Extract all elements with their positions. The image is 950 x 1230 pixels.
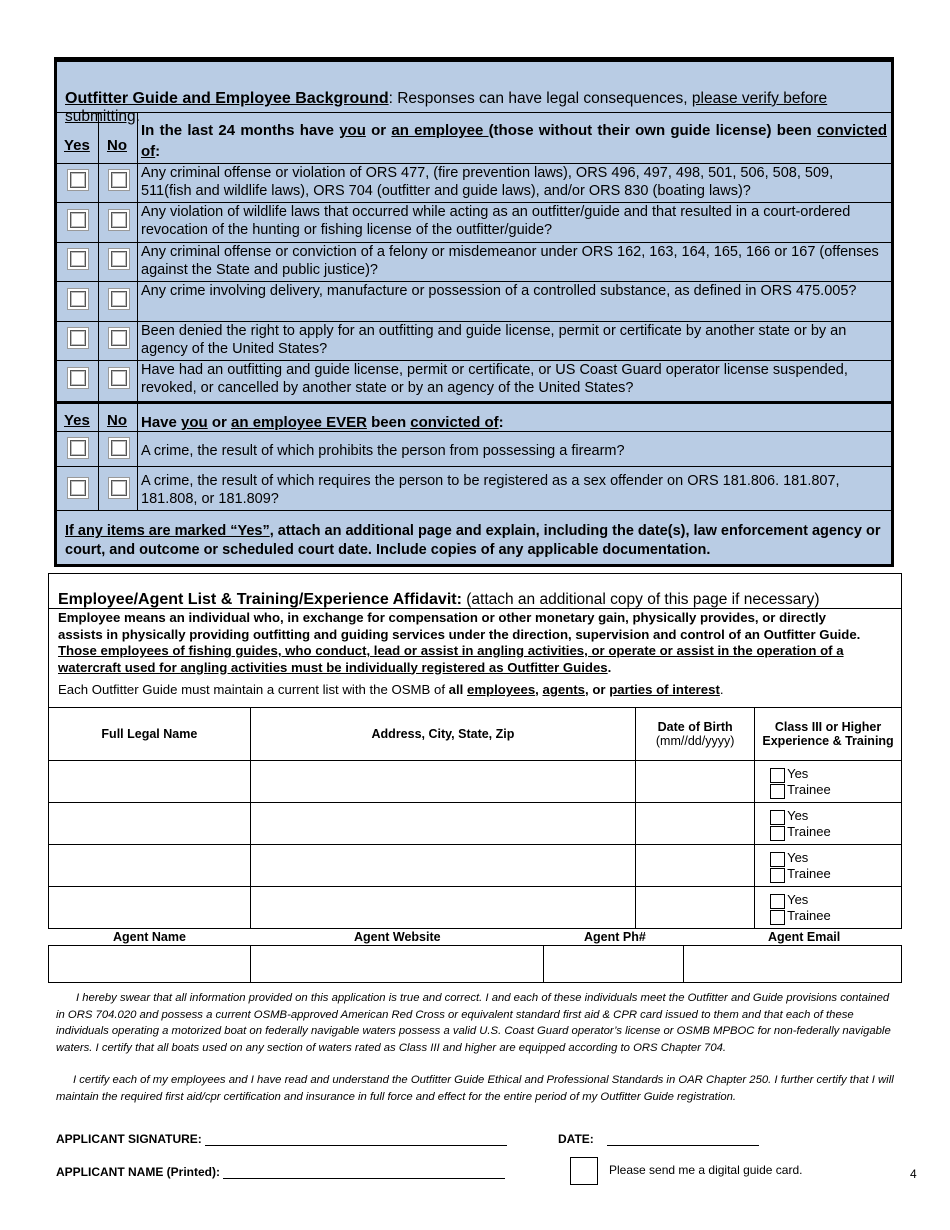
- no-checkbox[interactable]: [111, 440, 127, 456]
- background-title: Outfitter Guide and Employee Background: Responses can have legal consequences, please verify before submitting.: [65, 90, 828, 125]
- date-field[interactable]: [607, 1133, 759, 1146]
- address-cell[interactable]: [250, 803, 635, 845]
- employee-table: [48, 707, 902, 929]
- background-instructions: If any items are marked “Yes”, attach an additional page and explain, including the date(s), law enforcement agency or court, and outcome or scheduled court date. Include copies of any applicable documentation.: [65, 523, 881, 558]
- question-ever: Have you or an employee EVER been convicted of:: [141, 414, 504, 431]
- trainee-option[interactable]: Trainee: [770, 824, 901, 840]
- oath-paragraph-1: I hereby swear that all information provided on this application is true and correct. I and each of these individuals meet the Outfitter and Guide provisions contained in ORS 704.020 and possess a current OSMB-approved American Red Cross or equivalent standard first aid & CPR card issued to them and that each of these individuals operating a motorized boat on federally navigable waters possess a valid U.S. Coast Guard operator’s license or OSMB MPBOC for non-federally navigable waters. I certify that all boats used on any section of waters rated as Class III and higher are equipped according to ORS Chapter 704.: [56, 992, 891, 1054]
- employee-definition: Employee means an individual who, in exchange for compensation or other monetary gain, physically provides, or directly assists in physically providing outfitting and guiding services under the direction, supervision and control of an Outfitter Guide. Those employees of fishing guides, who conduct, lead or assist in angling activities, or operate or assist in the operation of a watercraft used for angling activities must be individually registered as Outfitter Guides.: [58, 610, 861, 675]
- no-checkbox[interactable]: [111, 370, 127, 386]
- experience-cell: [755, 887, 902, 929]
- agent-name-cell[interactable]: [49, 946, 251, 983]
- experience-cell: [755, 761, 902, 803]
- no-checkbox[interactable]: [111, 251, 127, 267]
- yes-option[interactable]: Yes: [770, 808, 901, 824]
- no-checkbox[interactable]: [111, 212, 127, 228]
- name-cell[interactable]: [49, 761, 251, 803]
- yes-checkbox[interactable]: [70, 480, 86, 496]
- checkbox[interactable]: [770, 894, 785, 909]
- yes-checkbox[interactable]: [70, 251, 86, 267]
- signature-label: APPLICANT SIGNATURE:: [56, 1132, 202, 1146]
- table-row: [49, 887, 902, 929]
- trainee-option[interactable]: Trainee: [770, 908, 901, 924]
- agent-phone-cell[interactable]: [544, 946, 684, 983]
- no-column-header: No: [107, 412, 127, 429]
- no-checkbox[interactable]: [111, 291, 127, 307]
- no-checkbox[interactable]: [111, 480, 127, 496]
- col-class-experience: Class III or Higher Experience & Training: [755, 708, 902, 761]
- dob-cell[interactable]: [636, 803, 755, 845]
- experience-cell: [755, 845, 902, 887]
- col-full-name: Full Legal Name: [49, 708, 251, 761]
- yes-option[interactable]: Yes: [770, 850, 901, 866]
- digital-card-checkbox[interactable]: [570, 1157, 598, 1185]
- address-cell[interactable]: [250, 845, 635, 887]
- question-item: Any violation of wildlife laws that occurred while acting as an outfitter/guide and that resulted in a court-ordered revocation of the hunting or fishing license of the outfitter/guide?: [141, 204, 851, 238]
- table-row: [49, 946, 902, 983]
- address-cell[interactable]: [250, 761, 635, 803]
- yes-option[interactable]: Yes: [770, 892, 901, 908]
- yes-checkbox[interactable]: [70, 291, 86, 307]
- yes-column-header: Yes: [64, 412, 90, 429]
- no-checkbox[interactable]: [111, 330, 127, 346]
- agent-website-cell[interactable]: [250, 946, 544, 983]
- signature-row: [56, 1132, 507, 1146]
- checkbox[interactable]: [770, 852, 785, 867]
- background-section: [54, 57, 894, 567]
- checkbox[interactable]: [770, 826, 785, 841]
- col-dob: Date of Birth (mm//dd/yyyy): [636, 708, 755, 761]
- yes-column-header: Yes: [64, 137, 90, 154]
- checkbox[interactable]: [770, 810, 785, 825]
- agent-phone-label: Agent Ph#: [584, 930, 646, 944]
- date-row: [558, 1132, 759, 1146]
- agent-email-label: Agent Email: [768, 930, 841, 944]
- yes-checkbox[interactable]: [70, 370, 86, 386]
- employee-title: Employee/Agent List & Training/Experience Affidavit: (attach an additional copy of this page if necessary): [58, 591, 820, 608]
- agent-website-label: Agent Website: [354, 930, 441, 944]
- agent-table: [48, 945, 902, 983]
- page-number: 4: [910, 1167, 917, 1181]
- dob-cell[interactable]: [636, 887, 755, 929]
- yes-checkbox[interactable]: [70, 172, 86, 188]
- question-item: A crime, the result of which requires the person to be registered as a sex offender on ORS 181.806. 181.807, 181.808, or 181.809?: [141, 473, 840, 507]
- date-label: DATE:: [558, 1132, 594, 1146]
- trainee-option[interactable]: Trainee: [770, 866, 901, 882]
- table-row: [49, 761, 902, 803]
- dob-cell[interactable]: [636, 845, 755, 887]
- digital-card-label: Please send me a digital guide card.: [609, 1163, 803, 1177]
- checkbox[interactable]: [770, 768, 785, 783]
- checkbox[interactable]: [770, 868, 785, 883]
- employee-section: [48, 573, 902, 708]
- question-item: Any criminal offense or violation of ORS 477, (fire prevention laws), ORS 496, 497, 498, 501, 506, 508, 509, 511(fish and wildlife laws), ORS 704 (outfitter and guide laws), and/or ORS 830 (boating laws)?: [141, 165, 834, 199]
- checkbox[interactable]: [770, 910, 785, 925]
- yes-checkbox[interactable]: [70, 212, 86, 228]
- question-item: Been denied the right to apply for an outfitting and guide license, permit or certificate by another state or by an agency of the United States?: [141, 323, 847, 357]
- yes-option[interactable]: Yes: [770, 766, 901, 782]
- oath-paragraph-2: I certify each of my employees and I have read and understand the Outfitter Guide Ethical and Professional Standards in OAR Chapter 250. I further certify that I will maintain the required first aid/cpr certification and insurance in full force and effect for the entire period of my Outfitter Guide registration.: [56, 1074, 894, 1103]
- table-row: [49, 845, 902, 887]
- trainee-option[interactable]: Trainee: [770, 782, 901, 798]
- yes-checkbox[interactable]: [70, 330, 86, 346]
- yes-checkbox[interactable]: [70, 440, 86, 456]
- col-address: Address, City, State, Zip: [250, 708, 635, 761]
- printed-name-row: [56, 1165, 505, 1179]
- question-24-months: In the last 24 months have you or an employee (those without their own guide license) been convicted of:: [141, 122, 887, 160]
- employee-list-note: Each Outfitter Guide must maintain a current list with the OSMB of all employees, agents, or parties of interest.: [58, 682, 724, 697]
- no-column-header: No: [107, 137, 127, 154]
- agent-email-cell[interactable]: [684, 946, 902, 983]
- printed-name-label: APPLICANT NAME (Printed):: [56, 1165, 220, 1179]
- dob-cell[interactable]: [636, 761, 755, 803]
- question-item: Any crime involving delivery, manufacture or possession of a controlled substance, as defined in ORS 475.005?: [141, 283, 857, 299]
- question-item: A crime, the result of which prohibits the person from possessing a firearm?: [141, 443, 625, 459]
- no-checkbox[interactable]: [111, 172, 127, 188]
- name-cell[interactable]: [49, 845, 251, 887]
- table-row: [49, 803, 902, 845]
- signature-field[interactable]: [205, 1133, 507, 1146]
- printed-name-field[interactable]: [223, 1166, 505, 1179]
- checkbox[interactable]: [770, 784, 785, 799]
- question-item: Have had an outfitting and guide license, permit or certificate, or US Coast Guard operator license suspended, revoked, or cancelled by another state or by an agency of the United States?: [141, 362, 848, 396]
- address-cell[interactable]: [250, 887, 635, 929]
- agent-name-label: Agent Name: [113, 930, 186, 944]
- question-item: Any criminal offense or conviction of a felony or misdemeanor under ORS 162, 163, 164, 165, 166 or 167 (offenses against the State and public justice)?: [141, 244, 879, 278]
- experience-cell: [755, 803, 902, 845]
- name-cell[interactable]: [49, 803, 251, 845]
- name-cell[interactable]: [49, 887, 251, 929]
